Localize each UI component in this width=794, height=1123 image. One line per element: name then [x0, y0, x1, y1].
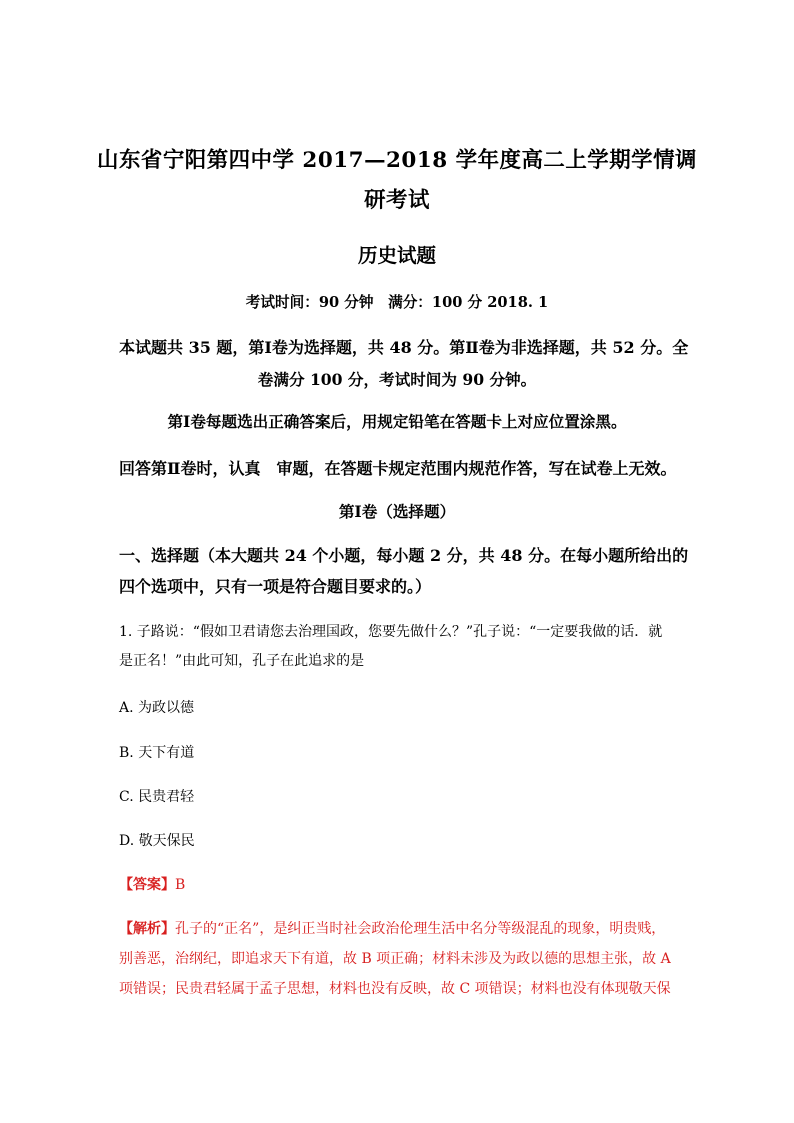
subject-title: 历史试题 — [358, 244, 436, 267]
answer-value: B — [175, 877, 186, 893]
question1-stem-line2: 是正名！”由此可知，孔子在此追求的是 — [119, 653, 365, 669]
instruction-line1: 本试题共 35 题，第Ⅰ卷为选择题，共 48 分。第Ⅱ卷为非选择题，共 52 分。全 — [119, 338, 689, 357]
analysis-line3: 项错误；民贵君轻属于孟子思想，材料也没有反映，故 C 项错误；材料也没有体现敬天保 — [119, 981, 671, 997]
exam-title-line2: 研考试 — [364, 188, 430, 213]
question1-stem-line1: 1. 子路说：“假如卫君请您去治理国政，您要先做什么？”孔子说：“一定要我做的话．就 — [119, 624, 663, 640]
question1-option-a: A. 为政以德 — [119, 700, 195, 716]
exam-meta: 考试时间：90 分钟 满分：100 分 2018. 1 — [245, 294, 549, 311]
answer-line — [119, 874, 185, 894]
analysis-label: 【解析】 — [119, 921, 175, 937]
instruction-line3: 第Ⅰ卷每题选出正确答案后，用规定铅笔在答题卡上对应位置涂黑。 — [167, 412, 627, 431]
question1-option-c: C. 民贵君轻 — [119, 789, 195, 805]
question1-option-d: D. 敬天保民 — [119, 833, 195, 849]
section-title: 第Ⅰ卷（选择题） — [338, 502, 456, 521]
instruction-line2: 卷满分 100 分，考试时间为 90 分钟。 — [257, 370, 537, 389]
section-heading-line2: 四个选项中，只有一项是符合题目要求的。） — [119, 577, 432, 596]
analysis-text-line1: 孔子的“正名”，是纠正当时社会政治伦理生活中名分等级混乱的现象，明贵贱， — [175, 921, 666, 937]
answer-label: 【答案】 — [119, 877, 175, 893]
instruction-line4: 回答第Ⅱ卷时，认真 审题，在答题卡规定范围内规范作答，写在试卷上无效。 — [119, 459, 677, 478]
analysis-line2: 别善恶，治纲纪，即追求天下有道，故 B 项正确；材料未涉及为政以德的思想主张，故 A — [119, 951, 671, 967]
exam-title-line1: 山东省宁阳第四中学 2017—2018 学年度高二上学期学情调 — [97, 148, 697, 173]
analysis-line1 — [119, 918, 665, 938]
question1-option-b: B. 天下有道 — [119, 745, 195, 761]
section-heading-line1: 一、选择题（本大题共 24 个小题，每小题 2 分，共 48 分。在每小题所给出的 — [119, 546, 689, 565]
